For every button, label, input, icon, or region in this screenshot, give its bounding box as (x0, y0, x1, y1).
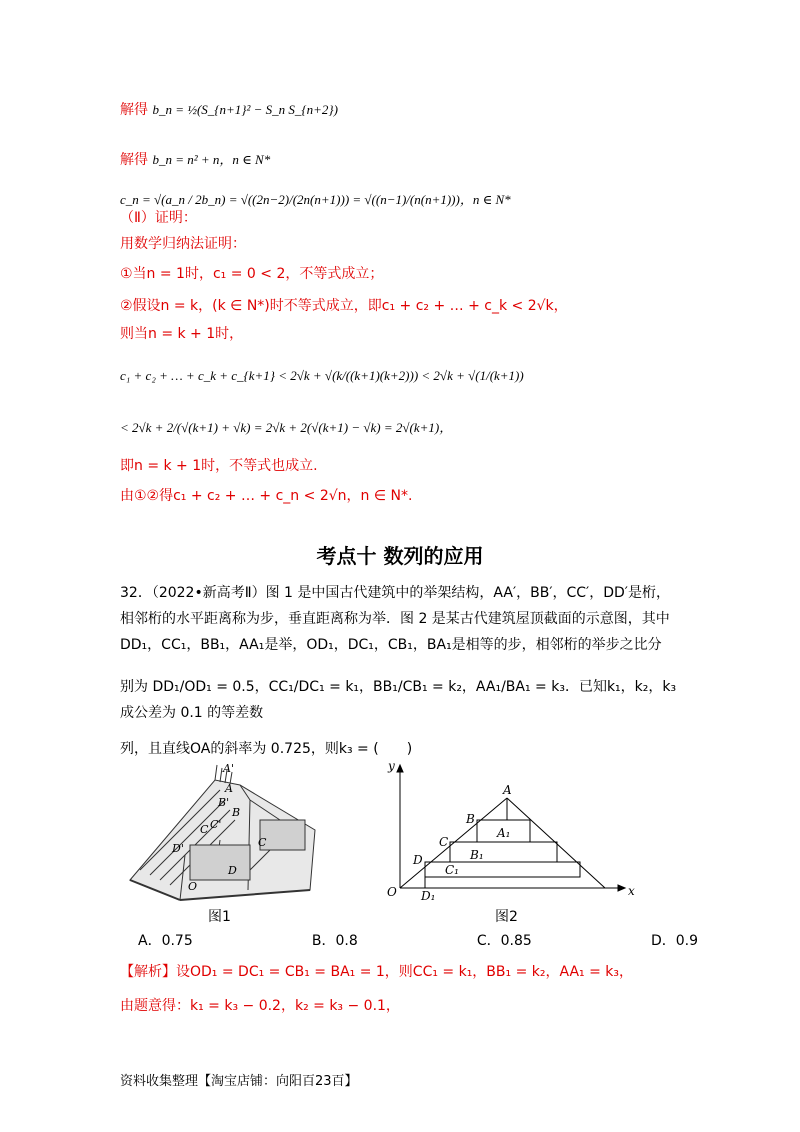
choice-b[interactable]: B．0.8 (311, 933, 358, 949)
base-case: ①当n = 1时，c₁ = 0 < 2，不等式成立； (120, 266, 384, 282)
fig1-label-c: C (200, 823, 209, 836)
solution-line-3 (120, 190, 511, 210)
fig2-label-a: A (503, 783, 512, 797)
fig2-label-b1: B₁ (470, 848, 484, 862)
solution-line-2: 解得 b_n = n² + n，n ∈ N* (120, 152, 271, 168)
choice-a[interactable]: A．0.75 (138, 933, 193, 949)
fig1-label-a-prime: A' (223, 762, 234, 775)
fig1-label-a: A (225, 782, 233, 795)
section-title: 考点十 数列的应用 (316, 544, 484, 568)
problem-line-5: 列，且直线OA的斜率为 0.725，则k₃ = ( ) (120, 741, 413, 757)
fig2-label-c: C (439, 835, 449, 849)
fig1-label-c-prime: C' (210, 818, 222, 831)
page-footer: 资料收集整理【淘宝店铺：向阳百23百】 (120, 1074, 358, 1089)
fig2-axis-x-label: x (628, 884, 635, 898)
solution-line-1 (120, 100, 338, 120)
figure-2-cross-section (385, 760, 635, 900)
problem-line-1: 32．（2022•新高考Ⅱ）图 1 是中国古代建筑中的举架结构，AA′，BB′，CC′，DD′是桁， (120, 585, 670, 601)
part-2-label: （Ⅱ）证明： (120, 210, 197, 226)
fig2-label-b: B (466, 812, 475, 826)
inductive-conclusion: 即n = k + 1时，不等式也成立. (120, 458, 318, 474)
fig1-label-c2: C (258, 836, 267, 849)
fig1-label-d-prime: D' (172, 842, 184, 855)
formula-cn: c_n = √(a_n / 2b_n) = √((2n−2)/(2n(n+1))) = √((n−1)/(n(n+1)))，n ∈ N* (120, 192, 511, 207)
induction-label: 用数学归纳法证明： (120, 236, 246, 252)
inequality-line-2: < 2√k + 2/(√(k+1) + √k) = 2√k + 2(√(k+1) − √k) = 2√(k+1)， (120, 420, 453, 435)
problem-line-2: 相邻桁的水平距离称为步，垂直距离称为举．图 2 是某古代建筑屋顶截面的示意图，其中 (120, 611, 670, 627)
fig1-label-b: B (232, 806, 241, 819)
formula-bn: b_n = ½(S_{n+1}² − S_n S_{n+2}) (152, 102, 338, 117)
fig2-label-d: D (413, 853, 423, 867)
fig2-label-a1: A₁ (497, 826, 511, 840)
fig1-label-o: O (188, 880, 198, 893)
inequality-line-1: c₁ + c₂ + … + c_k + c_{k+1} < 2√k + √(k/((k+1)(k+2))) < 2√k + √(1/(k+1)) (120, 368, 524, 383)
figure-1-roof-structure (120, 760, 320, 910)
fig2-label-d1: D₁ (421, 889, 436, 900)
fig1-label-b-prime: B' (218, 796, 230, 809)
fig2-label-c1: C₁ (445, 863, 459, 877)
final-conclusion: 由①②得c₁ + c₂ + … + c_n < 2√n，n ∈ N*. (120, 488, 413, 504)
label-jiede: 解得 (120, 102, 148, 118)
fig2-label-o: O (387, 885, 397, 899)
formula-bn-result: b_n = n² + n，n ∈ N* (152, 152, 271, 167)
inductive-hypothesis: ②假设n = k，(k ∈ N*)时不等式成立，即c₁ + c₂ + … + c_k < 2√k， (120, 298, 568, 314)
inductive-step-intro: 则当n = k + 1时， (120, 326, 244, 342)
problem-text (120, 580, 690, 762)
problem-line-3: DD₁，CC₁，BB₁，AA₁是举，OD₁，DC₁，CB₁，BA₁是相等的步，相邻桁的举步之比分 (120, 637, 662, 653)
fig2-axis-y-label: y (388, 760, 395, 773)
answer-choices (138, 930, 698, 950)
analysis-line-2: 由题意得：k₁ = k₃ − 0.2，k₂ = k₃ − 0.1， (120, 998, 400, 1014)
figure-1-caption: 图1 (208, 909, 231, 925)
figure-2-caption: 图2 (495, 909, 518, 925)
choice-c[interactable]: C．0.85 (476, 933, 532, 949)
problem-line-4: 别为 DD₁/OD₁ = 0.5，CC₁/DC₁ = k₁，BB₁/CB₁ = k₂，AA₁/BA₁ = k₃．已知k₁，k₂，k₃成公差为 0.1 的等差数 (120, 679, 677, 721)
choice-d[interactable]: D．0.9 (650, 933, 698, 949)
fig1-label-d: D (228, 864, 237, 877)
analysis-line-1: 【解析】设OD₁ = DC₁ = CB₁ = BA₁ = 1，则CC₁ = k₁，BB₁ = k₂，AA₁ = k₃， (120, 964, 633, 980)
